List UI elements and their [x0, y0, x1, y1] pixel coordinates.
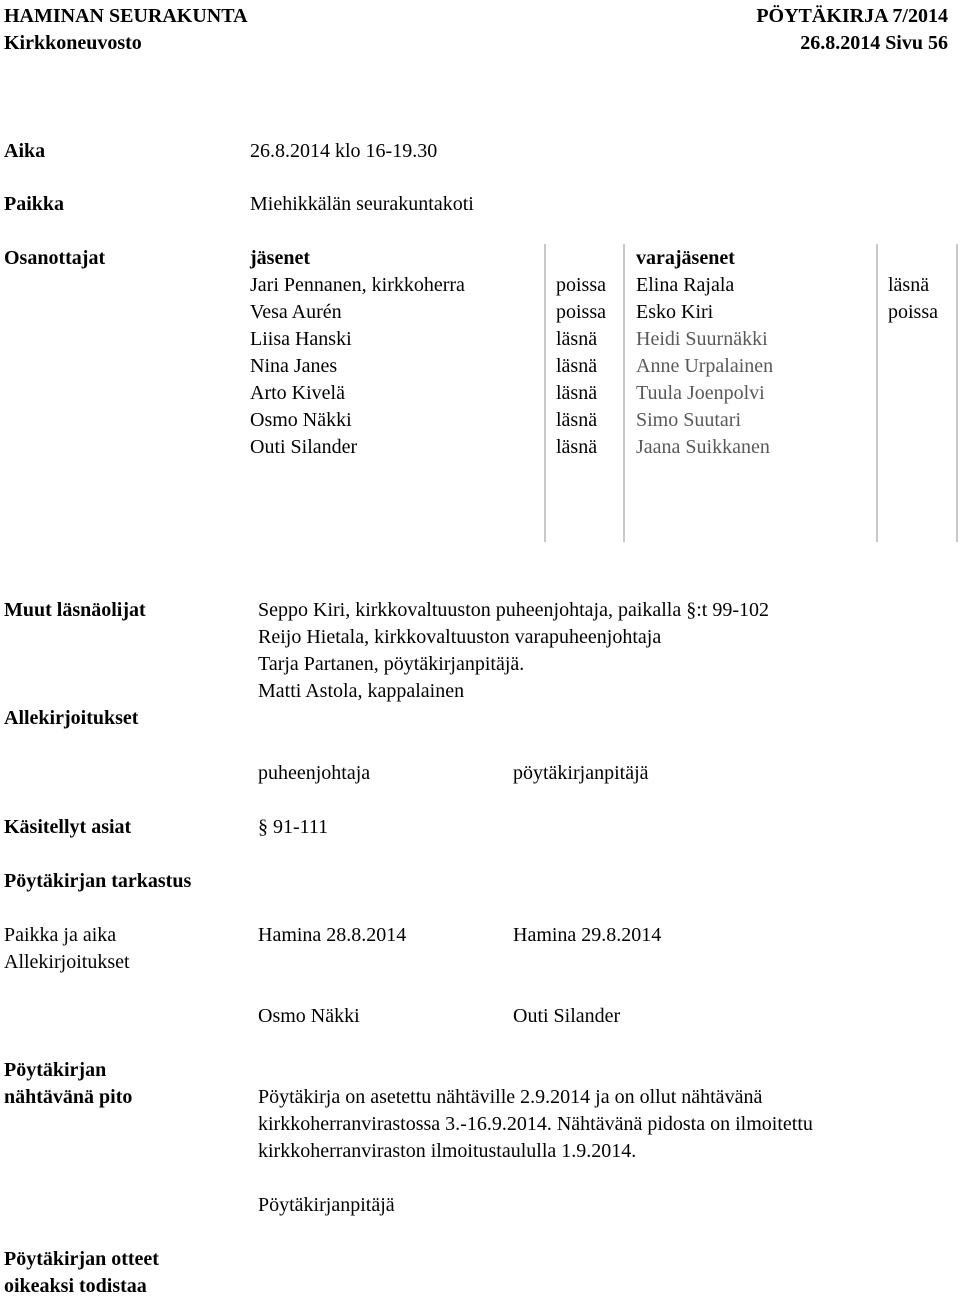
reviewer-2: Outi Silander [513, 1005, 621, 1027]
member-name: Jari Pennanen, kirkkoherra [250, 274, 465, 296]
member-status: läsnä [556, 328, 598, 350]
review-place-time-label: Paikka ja aika [4, 924, 117, 946]
document-title: PÖYTÄKIRJA 7/2014 [756, 5, 948, 27]
deputy-name: Heidi Suurnäkki [636, 328, 768, 350]
others-label: Muut läsnäolijat [4, 599, 146, 621]
member-name: Arto Kivelä [250, 382, 345, 404]
deputy-name: Simo Suutari [636, 409, 742, 431]
member-name: Nina Janes [250, 355, 338, 377]
display-text-line: kirkkoherranviraston ilmoitustaululla 1.9.2014. [258, 1140, 637, 1162]
member-status: poissa [556, 274, 606, 296]
deputy-name: Esko Kiri [636, 301, 714, 323]
review-heading: Pöytäkirjan tarkastus [4, 870, 192, 892]
items-value: § 91-111 [258, 816, 329, 838]
display-signer: Pöytäkirjanpitäjä [258, 1194, 395, 1216]
display-label-line-2: nähtävänä pito [4, 1086, 133, 1108]
member-status: läsnä [556, 355, 598, 377]
members-header: jäsenet [250, 247, 310, 269]
table-divider [876, 244, 878, 542]
member-status: läsnä [556, 382, 598, 404]
deputy-status: poissa [888, 301, 938, 323]
review-signatures-label: Allekirjoitukset [4, 951, 130, 973]
member-status: läsnä [556, 409, 598, 431]
display-text-line: Pöytäkirja on asetettu nähtäville 2.9.2014 ja on ollut nähtävänä [258, 1086, 763, 1108]
others-line: Matti Astola, kappalainen [258, 680, 465, 702]
deputy-name: Tuula Joenpolvi [636, 382, 765, 404]
member-name: Liisa Hanski [250, 328, 352, 350]
others-line: Reijo Hietala, kirkkovaltuuston varapuheenjohtaja [258, 626, 662, 648]
place-label: Paikka [4, 193, 65, 215]
table-divider [623, 244, 625, 542]
member-status: poissa [556, 301, 606, 323]
member-name: Outi Silander [250, 436, 358, 458]
secretary-signature-caption: pöytäkirjanpitäjä [513, 762, 649, 784]
attendees-label: Osanottajat [4, 247, 106, 269]
place-value: Miehikkälän seurakuntakoti [250, 193, 474, 215]
date-and-page: 26.8.2014 Sivu 56 [800, 32, 948, 54]
reviewer-1: Osmo Näkki [258, 1005, 360, 1027]
member-name: Osmo Näkki [250, 409, 352, 431]
items-label: Käsitellyt asiat [4, 816, 132, 838]
deputy-name: Anne Urpalainen [636, 355, 774, 377]
time-label: Aika [4, 140, 46, 162]
table-divider [544, 244, 546, 542]
table-divider [956, 244, 958, 542]
review-date-1: Hamina 28.8.2014 [258, 924, 407, 946]
deputy-status: läsnä [888, 274, 930, 296]
display-label-line-1: Pöytäkirjan [4, 1059, 107, 1081]
member-name: Vesa Aurén [250, 301, 342, 323]
others-line: Tarja Partanen, pöytäkirjanpitäjä. [258, 653, 525, 675]
deputy-name: Jaana Suikkanen [636, 436, 770, 458]
certified-label-line-1: Pöytäkirjan otteet [4, 1248, 159, 1270]
organization-name: HAMINAN SEURAKUNTA [4, 5, 248, 27]
certified-label-line-2: oikeaksi todistaa [4, 1275, 147, 1297]
member-status: läsnä [556, 436, 598, 458]
time-value: 26.8.2014 klo 16-19.30 [250, 140, 438, 162]
deputies-header: varajäsenet [636, 247, 735, 269]
review-date-2: Hamina 29.8.2014 [513, 924, 662, 946]
signatures-label: Allekirjoitukset [4, 707, 139, 729]
deputy-name: Elina Rajala [636, 274, 735, 296]
meeting-body: Kirkkoneuvosto [4, 32, 142, 54]
others-line: Seppo Kiri, kirkkovaltuuston puheenjohtaja, paikalla §:t 99-102 [258, 599, 770, 621]
chair-signature-caption: puheenjohtaja [258, 762, 371, 784]
display-text-line: kirkkoherranvirastossa 3.-16.9.2014. Nähtävänä pidosta on ilmoitettu [258, 1113, 813, 1135]
